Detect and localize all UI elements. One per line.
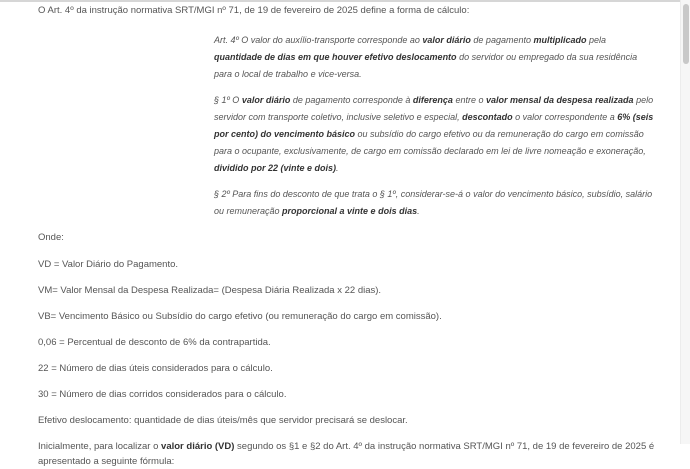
scrollbar-thumb[interactable]	[683, 4, 689, 64]
q3-b1: proporcional a vinte e dois dias	[282, 206, 418, 217]
list-item: VM= Valor Mensal da Despesa Realizada= (Despesa Diária Realizada x 22 dias).	[38, 284, 382, 296]
list-item: 30 = Número de dias corridos considerados para o cálculo.	[38, 388, 287, 400]
q2-a: § 1º O	[214, 95, 242, 106]
scrollbar-track[interactable]	[680, 0, 690, 444]
list-item: 22 = Número de dias úteis considerados para o cálculo.	[38, 362, 273, 374]
q2-b4: descontado	[462, 112, 513, 123]
q2-g: ou subsídio do cargo efetivo ou da remuneração do cargo em comissão para o ocupante, exclusivamente, de cargo em comissão declarado em lei de livre nomeação e exoneração,	[214, 128, 646, 156]
closing-c: segundo os §1 e §2 do Art. 4º da instrução normativa SRT/MGI nº 71, de 19 de fevereiro de 2025 é apresentado a seguinte fórmula:	[38, 440, 655, 467]
q2-b2: diferença	[412, 95, 453, 106]
intro-paragraph: O Art. 4º da instrução normativa SRT/MGI nº 71, de 19 de fevereiro de 2025 define a forma de cálculo:	[38, 5, 470, 16]
q1-e: do servidor ou empregado da sua residência para o local de trabalho e vice-versa.	[214, 51, 638, 79]
list-item: Efetivo deslocamento: quantidade de dias úteis/mês que servidor precisará se deslocar.	[38, 414, 408, 426]
q1-b1: valor diário	[422, 35, 471, 45]
q2-d: entre o	[452, 95, 486, 106]
quote-paragraph-1	[214, 92, 656, 176]
q1-a: Art. 4º O valor do auxílio-transporte corresponde ao	[214, 35, 423, 45]
top-divider	[0, 0, 690, 2]
q3-c: .	[417, 206, 420, 217]
list-item: VD = Valor Diário do Pagamento.	[38, 258, 179, 270]
q2-c: de pagamento corresponde à	[290, 95, 413, 106]
closing-b1: valor diário (VD)	[161, 440, 235, 452]
closing-a: Inicialmente, para localizar o	[38, 440, 162, 452]
quote-paragraph-2	[214, 186, 656, 220]
closing-paragraph	[38, 439, 678, 469]
q1-b3: quantidade de dias em que houver efetivo deslocamento	[214, 51, 457, 62]
post-body	[38, 3, 678, 469]
q2-b5: 6% (seis por cento) do vencimento básico	[214, 112, 654, 139]
legal-quote	[38, 32, 678, 220]
q3-a: § 2º Para fins do desconto de que trata o § 1º, considerar-se-á o valor do vencimento básico, subsídio, salário ou remuneração	[214, 189, 653, 217]
q2-e: pelo servidor com transporte coletivo, inclusive seletivo e especial,	[214, 95, 654, 123]
quote-art4	[214, 32, 656, 82]
onde-label: Onde:	[38, 231, 64, 243]
q1-c: de pagamento	[470, 35, 534, 45]
list-item: VB= Vencimento Básico ou Subsídio do cargo efetivo (ou remuneração do cargo em comissão).	[38, 310, 442, 322]
q2-b1: valor diário	[241, 95, 291, 106]
q1-d: pela	[586, 35, 607, 45]
q1-b2: multiplicado	[533, 35, 587, 45]
q2-f: o valor correspondente a	[512, 112, 618, 123]
q2-h: .	[336, 162, 339, 173]
q2-b3: valor mensal da despesa realizada	[485, 95, 634, 106]
list-item: 0,06 = Percentual de desconto de 6% da contrapartida.	[38, 336, 271, 348]
q2-b6: dividido por 22 (vinte e dois)	[214, 162, 337, 173]
